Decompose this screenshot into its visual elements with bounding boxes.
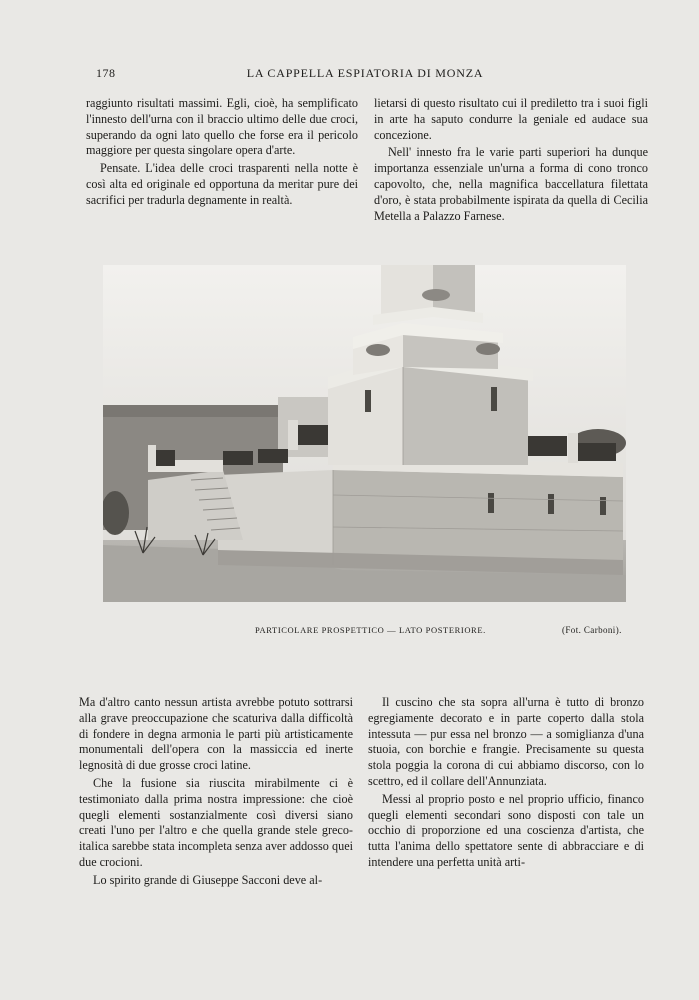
paragraph: Nell' innesto fra le varie parti superiori ha dunque importanza essenziale un'urna a forma di cono tronco capovolto, che, nella magnifica baccellatura filettata d'oro, è stata probabilmente ispirata da quella di Cecilia Metella a Palazzo Farnese. [374, 145, 648, 223]
text-column-top-left [86, 96, 358, 209]
paragraph: raggiunto risultati massimi. Egli, cioè, ha semplificato l'innesto dell'urna con il braccio ultimo delle due croci, superando da ogni lato quello che forse era il pericolo maggiore per questa singolare opera d'arte. [86, 96, 358, 158]
paragraph: Lo spirito grande di Giuseppe Sacconi deve al- [93, 872, 323, 887]
figure-caption: PARTICOLARE PROSPETTICO — LATO POSTERIORE. [255, 625, 486, 635]
paragraph: Pensate. L'idea delle croci trasparenti nella notte è così alta ed originale ed opportuna da meritar pure dei sacrifici per tradurla degnamente in realtà. [86, 161, 358, 207]
page-number: 178 [96, 66, 116, 80]
paragraph: Messi al proprio posto e nel proprio ufficio, financo quegli elementi secondari sono disposti con tale un occhio di proporzione ed una coscienza d'artista, che tutta l'anima dello spettatore sente di abbracciare e di intendere una perfetta unità arti- [368, 791, 644, 869]
text-column-bottom-right [368, 695, 644, 871]
chapel-photograph [103, 265, 626, 602]
paragraph: lietarsi di questo risultato cui il prediletto tra i suoi figli in arte ha saputo condurre la geniale ed audace sua concezione. [374, 96, 648, 142]
text-column-top-right [374, 96, 648, 224]
text-column-bottom-left [79, 695, 353, 889]
photo-credit: (Fot. Carboni). [562, 625, 622, 635]
paragraph: Che la fusione sia riuscita mirabilmente ci è testimoniato dalla prima nostra impressione: che cioè quegli elementi sostanzialmente così diversi siano creati l'uno per l'altro e che quella grande stele greco-italica sarebbe stata incompleta senza aver addosso quei due crocioni. [79, 775, 353, 869]
paragraph: Ma d'altro canto nessun artista avrebbe potuto sottrarsi alla grave preoccupazione che scaturiva dalla difficoltà di fondere in degna armonia le parti più artisticamente monumentali dell'opera con la massiccia ed inerte legnosità di due grosse croci latine. [79, 695, 353, 773]
running-head: LA CAPPELLA ESPIATORIA DI MONZA [246, 66, 484, 80]
paragraph: Il cuscino che sta sopra all'urna è tutto di bronzo egregiamente decorato e in parte coperto dalla stola intessuta — pur essa nel bronzo — a somiglianza d'una stuoia, con borchie e frangie. Precisamente su questa stola poggia la corona di cui abbiamo discorso, con lo scettro, ed il collare dell'Annunziata. [368, 695, 644, 788]
